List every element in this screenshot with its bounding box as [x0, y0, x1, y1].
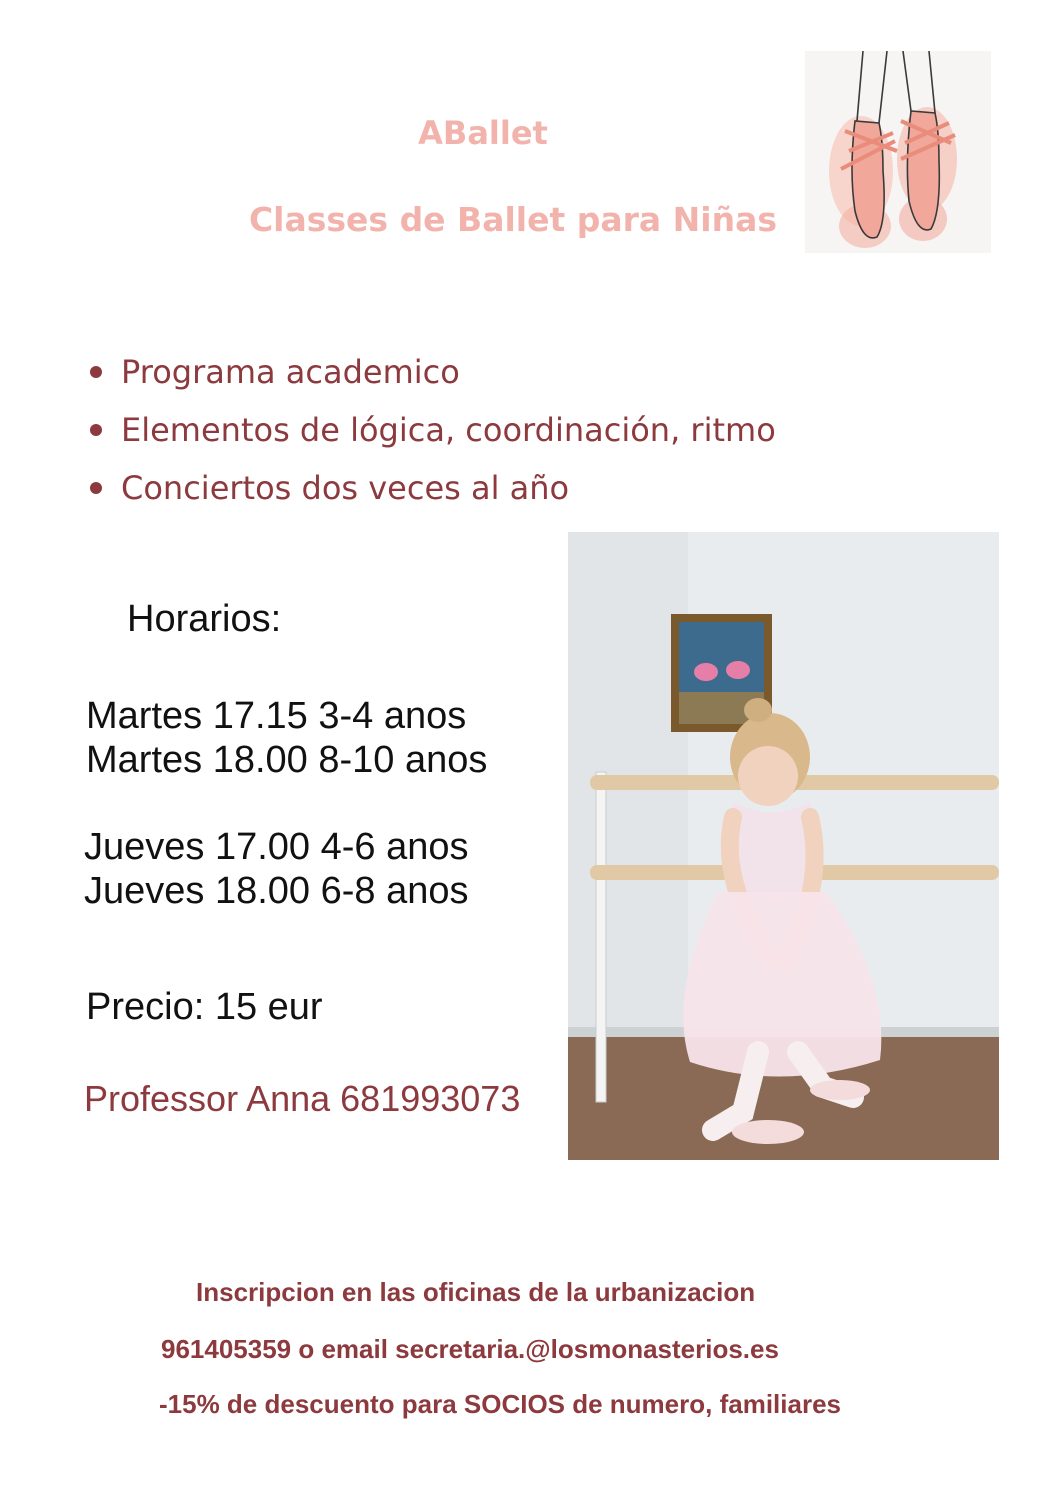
bullet-icon	[90, 482, 102, 494]
schedule-jueves-2: Jueves 18.00 6-8 anos	[84, 870, 469, 912]
ballerina-photo-icon	[568, 532, 999, 1160]
schedule-heading: Horarios:	[127, 598, 282, 640]
discount-info: -15% de descuento para SOCIOS de numero, familiares	[159, 1389, 841, 1419]
pointe-shoes-illustration	[805, 51, 991, 253]
schedule-martes-1: Martes 17.15 3-4 anos	[86, 695, 467, 737]
contact-info: 961405359 o email secretaria.@losmonasterios.es	[161, 1334, 779, 1364]
feature-text: Programa academico	[121, 353, 460, 391]
pointe-shoes-icon	[805, 51, 991, 253]
schedule-jueves-1: Jueves 17.00 4-6 anos	[84, 826, 469, 868]
bullet-icon	[90, 366, 102, 378]
feature-text: Elementos de lógica, coordinación, ritmo	[121, 411, 776, 449]
teacher-contact: Professor Anna 681993073	[84, 1078, 521, 1119]
features-list	[88, 350, 776, 524]
brand-title: ABallet	[418, 114, 548, 152]
schedule-martes-2: Martes 18.00 8-10 anos	[86, 739, 488, 781]
feature-text: Conciertos dos veces al año	[121, 469, 570, 507]
ballerina-photo	[568, 532, 999, 1160]
list-item	[88, 350, 776, 408]
list-item	[88, 466, 776, 524]
registration-info: Inscripcion en las oficinas de la urbanizacion	[196, 1277, 756, 1307]
price-text: Precio: 15 eur	[86, 986, 323, 1028]
list-item	[88, 408, 776, 466]
page-subtitle: Classes de Ballet para Niñas	[248, 200, 778, 239]
bullet-icon	[90, 424, 102, 436]
